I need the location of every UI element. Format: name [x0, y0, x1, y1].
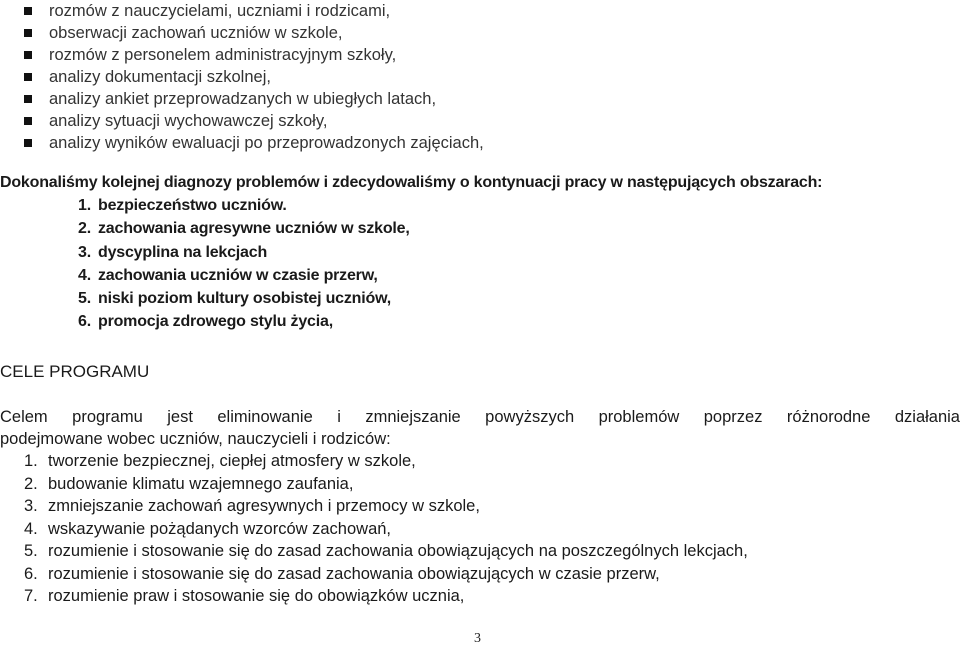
- square-bullet-icon: [24, 29, 32, 37]
- list-item: 2. zachowania agresywne uczniów w szkole,: [78, 220, 410, 238]
- square-bullet-icon: [24, 139, 32, 147]
- paragraph-line: podejmowane wobec uczniów, nauczycieli i rodziców:: [0, 430, 391, 448]
- square-bullet-icon: [24, 117, 32, 125]
- sources-bullet-list: [24, 0, 484, 154]
- paragraph-line: Celem programu jest eliminowanie i zmniejszanie powyższych problemów poprzez różnorodne działania: [0, 408, 960, 426]
- diagnosis-heading: Dokonaliśmy kolejnej diagnozy problemów i zdecydowaliśmy o kontynuacji pracy w następujących obszarach:: [0, 174, 823, 191]
- list-item: rozmów z nauczycielami, uczniami i rodzicami,: [24, 0, 484, 22]
- list-item: analizy dokumentacji szkolnej,: [24, 66, 484, 88]
- page-number: 3: [474, 631, 481, 646]
- square-bullet-icon: [24, 7, 32, 15]
- square-bullet-icon: [24, 95, 32, 103]
- list-item: 1. bezpieczeństwo uczniów.: [78, 197, 287, 214]
- list-item: 5. niski poziom kultury osobistej uczniów,: [78, 290, 391, 308]
- problem-areas-list: [78, 194, 410, 334]
- list-item: 4. zachowania uczniów w czasie przerw,: [78, 266, 378, 284]
- list-item: 6. promocja zdrowego stylu życia,: [78, 313, 333, 331]
- list-item: 3. dyscyplina na lekcjach: [78, 243, 268, 261]
- list-item: analizy ankiet przeprowadzanych w ubiegłych latach,: [24, 88, 484, 110]
- list-item: 4. wskazywanie pożądanych wzorców zachowań,: [24, 519, 392, 538]
- square-bullet-icon: [24, 51, 32, 59]
- list-item: 3. zmniejszanie zachowań agresywnych i przemocy w szkole,: [24, 497, 480, 515]
- list-item: 7. rozumienie praw i stosowanie się do obowiązków ucznia,: [24, 587, 465, 605]
- section-title: CELE PROGRAMU: [0, 362, 150, 381]
- program-goals-list: [24, 450, 748, 608]
- list-item: analizy wyników ewaluacji po przeprowadzonych zajęciach,: [24, 132, 484, 154]
- list-item: obserwacji zachowań uczniów w szkole,: [24, 22, 484, 44]
- list-item: 2. budowanie klimatu wzajemnego zaufania,: [24, 474, 354, 493]
- list-item: 1. tworzenie bezpiecznej, ciepłej atmosfery w szkole,: [24, 452, 416, 470]
- program-intro-paragraph: [0, 406, 960, 450]
- list-item: analizy sytuacji wychowawczej szkoły,: [24, 110, 484, 132]
- list-item: 6. rozumienie i stosowanie się do zasad zachowania obowiązujących w czasie przerw,: [24, 564, 660, 583]
- square-bullet-icon: [24, 73, 32, 81]
- list-item: 5. rozumienie i stosowanie się do zasad zachowania obowiązujących na poszczególnych lekcjach,: [24, 542, 748, 560]
- list-item: rozmów z personelem administracyjnym szkoły,: [24, 44, 484, 66]
